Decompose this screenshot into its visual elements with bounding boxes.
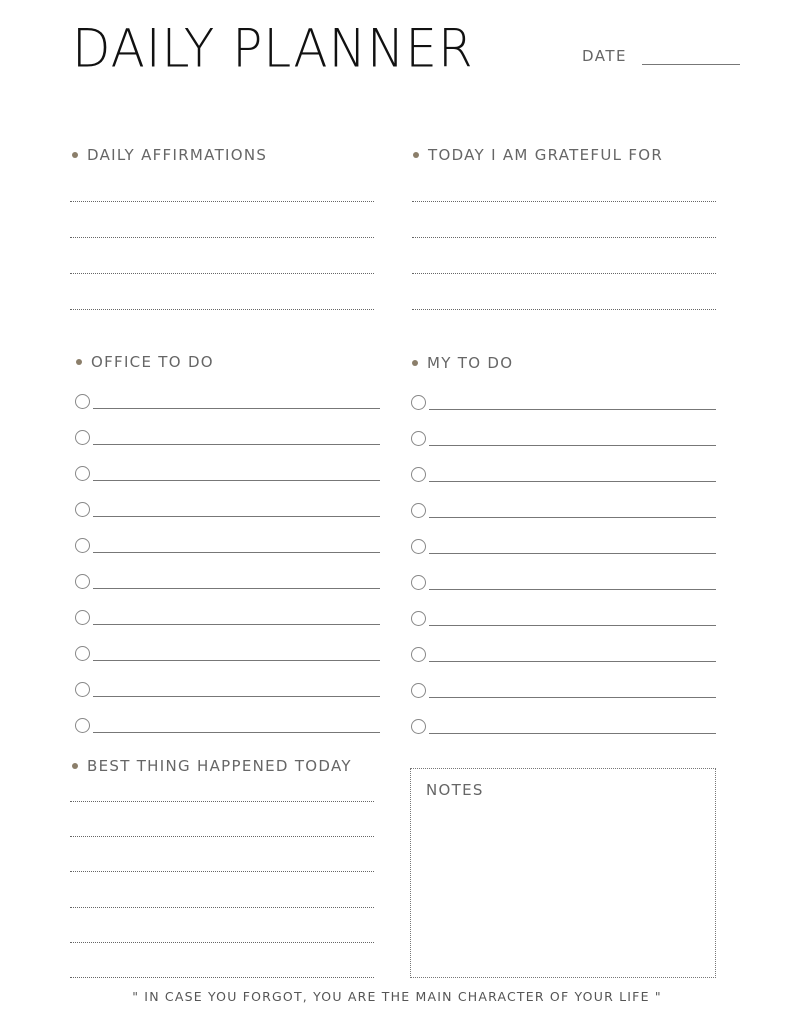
best-thing-line-3[interactable] [70,871,374,872]
best-thing-heading [72,757,352,775]
office-todo-item-line[interactable] [93,552,380,553]
office-todo-item-line[interactable] [93,480,380,481]
office-todo-item-7 [75,610,380,628]
office-todo-label: OFFICE TO DO [91,353,214,371]
my-todo-item-1 [411,395,716,413]
grateful-line-3[interactable] [412,273,716,274]
office-todo-heading [76,353,214,371]
office-todo-item-9 [75,682,380,700]
checkbox-circle-icon[interactable] [411,431,426,446]
my-todo-item-2 [411,431,716,449]
checkbox-circle-icon[interactable] [75,610,90,625]
office-todo-item-line[interactable] [93,696,380,697]
office-todo-item-line[interactable] [93,408,380,409]
bullet-icon [72,152,78,158]
my-todo-item-line[interactable] [429,481,716,482]
checkbox-circle-icon[interactable] [411,719,426,734]
bullet-icon [76,359,82,365]
bullet-icon [413,152,419,158]
page-title: DAILY PLANNER [72,17,474,80]
office-todo-item-8 [75,646,380,664]
checkbox-circle-icon[interactable] [75,682,90,697]
office-todo-item-line[interactable] [93,444,380,445]
my-todo-item-6 [411,575,716,593]
my-todo-item-line[interactable] [429,589,716,590]
office-todo-item-line[interactable] [93,516,380,517]
office-todo-item-10 [75,718,380,736]
my-todo-item-line[interactable] [429,661,716,662]
affirmation-line-2[interactable] [70,237,374,238]
date-input-line[interactable] [642,64,740,65]
grateful-label: TODAY I AM GRATEFUL FOR [428,146,664,164]
affirmation-line-1[interactable] [70,201,374,202]
best-thing-line-4[interactable] [70,907,374,908]
checkbox-circle-icon[interactable] [75,718,90,733]
checkbox-circle-icon[interactable] [75,394,90,409]
checkbox-circle-icon[interactable] [75,538,90,553]
my-todo-item-line[interactable] [429,445,716,446]
checkbox-circle-icon[interactable] [75,502,90,517]
my-todo-item-line[interactable] [429,733,716,734]
office-todo-item-line[interactable] [93,624,380,625]
affirmations-heading [72,146,267,164]
my-todo-item-line[interactable] [429,517,716,518]
grateful-line-2[interactable] [412,237,716,238]
checkbox-circle-icon[interactable] [75,466,90,481]
my-todo-item-line[interactable] [429,553,716,554]
checkbox-circle-icon[interactable] [75,646,90,661]
notes-label: NOTES [426,781,484,799]
bullet-icon [412,360,418,366]
my-todo-item-3 [411,467,716,485]
checkbox-circle-icon[interactable] [411,467,426,482]
office-todo-item-1 [75,394,380,412]
office-todo-item-5 [75,538,380,556]
my-todo-heading [412,354,513,372]
checkbox-circle-icon[interactable] [411,611,426,626]
notes-box[interactable] [410,768,716,978]
checkbox-circle-icon[interactable] [411,503,426,518]
office-todo-item-6 [75,574,380,592]
my-todo-item-5 [411,539,716,557]
best-thing-line-6[interactable] [70,977,374,978]
affirmations-label: DAILY AFFIRMATIONS [87,146,268,164]
affirmation-line-4[interactable] [70,309,374,310]
office-todo-item-line[interactable] [93,732,380,733]
my-todo-item-8 [411,647,716,665]
checkbox-circle-icon[interactable] [75,430,90,445]
footer-quote: " IN CASE YOU FORGOT, YOU ARE THE MAIN CHARACTER OF YOUR LIFE " [132,989,662,1004]
checkbox-circle-icon[interactable] [411,575,426,590]
affirmation-line-3[interactable] [70,273,374,274]
my-todo-item-10 [411,719,716,737]
checkbox-circle-icon[interactable] [75,574,90,589]
my-todo-item-7 [411,611,716,629]
grateful-line-1[interactable] [412,201,716,202]
office-todo-item-3 [75,466,380,484]
date-label: DATE [582,47,628,65]
office-todo-item-line[interactable] [93,588,380,589]
my-todo-item-line[interactable] [429,697,716,698]
bullet-icon [72,763,78,769]
grateful-line-4[interactable] [412,309,716,310]
my-todo-item-line[interactable] [429,625,716,626]
office-todo-item-line[interactable] [93,660,380,661]
checkbox-circle-icon[interactable] [411,539,426,554]
my-todo-item-4 [411,503,716,521]
my-todo-item-9 [411,683,716,701]
best-thing-line-1[interactable] [70,801,374,802]
grateful-heading [413,146,663,164]
checkbox-circle-icon[interactable] [411,395,426,410]
best-thing-label: BEST THING HAPPENED TODAY [87,757,352,775]
checkbox-circle-icon[interactable] [411,647,426,662]
my-todo-label: MY TO DO [427,354,514,372]
office-todo-item-2 [75,430,380,448]
best-thing-line-5[interactable] [70,942,374,943]
office-todo-item-4 [75,502,380,520]
my-todo-item-line[interactable] [429,409,716,410]
best-thing-line-2[interactable] [70,836,374,837]
checkbox-circle-icon[interactable] [411,683,426,698]
